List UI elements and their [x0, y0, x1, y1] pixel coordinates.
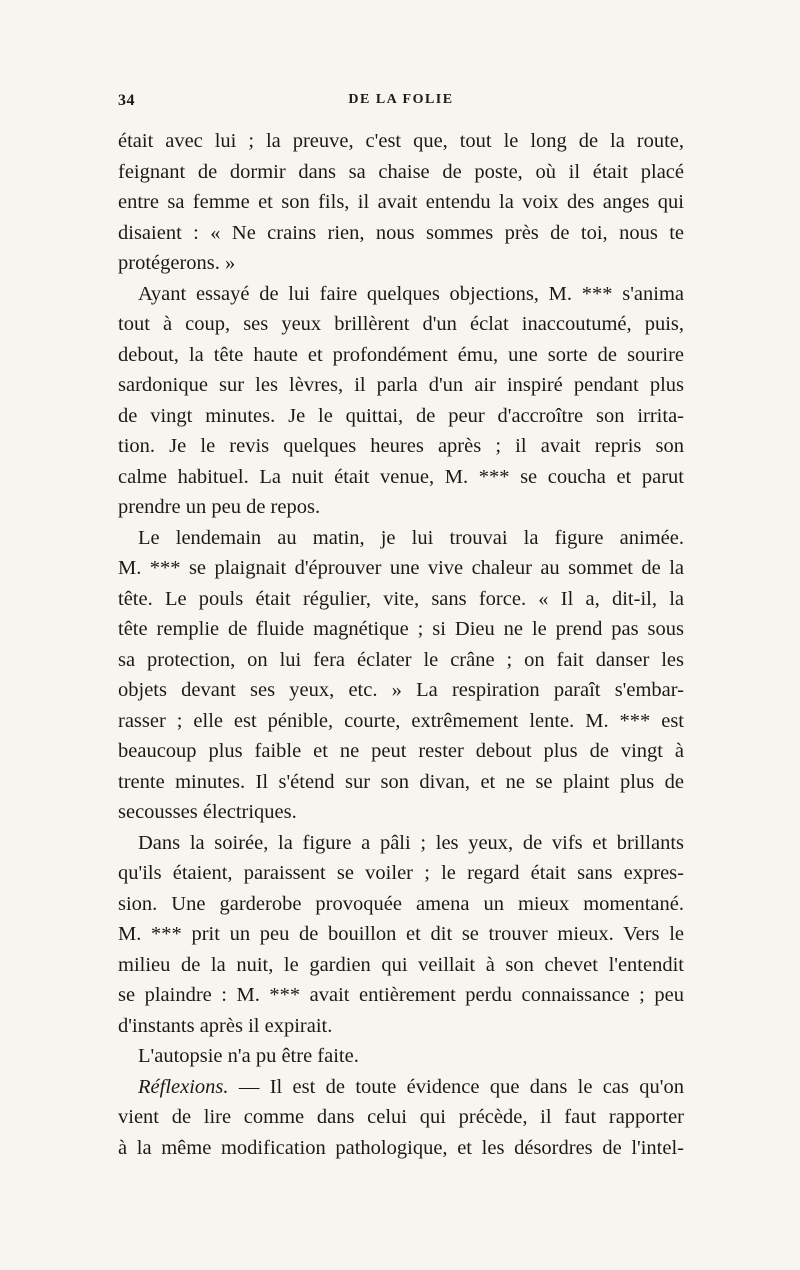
- line-text: Dans la soirée, la figure a pâli ; les yeux, de vifs et brillants: [138, 831, 684, 854]
- text-line: [118, 248, 684, 279]
- line-text: se plaindre : M. *** avait entièrement perdu connaissance ; peu: [118, 984, 684, 1006]
- line-text: debout, la tête haute et profondément ému, une sorte de sourire: [118, 343, 684, 366]
- line-text: tête remplie de fluide magnétique ; si Dieu ne le prend pas sous: [118, 618, 684, 640]
- running-title: DE LA FOLIE: [348, 92, 454, 107]
- line-text: L'autopsie n'a pu être faite.: [138, 1045, 359, 1067]
- text-line: [118, 157, 684, 188]
- text-line: [118, 218, 684, 249]
- text-line: [118, 126, 684, 157]
- text-line: [118, 553, 684, 584]
- text-line: [118, 1072, 684, 1103]
- text-line: [118, 919, 684, 950]
- text-line: [118, 340, 684, 371]
- line-text: trente minutes. Il s'étend sur son divan, et ne se plaint plus de: [118, 770, 684, 793]
- line-text: objets devant ses yeux, etc. » La respiration paraît s'embar-: [118, 679, 684, 701]
- text-line: [118, 889, 684, 920]
- text-line: [118, 950, 684, 981]
- line-text: sion. Une garderobe provoquée amena un mieux momentané.: [118, 892, 684, 915]
- line-text: Le lendemain au matin, je lui trouvai la figure animée.: [138, 526, 684, 549]
- text-line: [118, 1041, 684, 1072]
- line-text: Ayant essayé de lui faire quelques objections, M. *** s'anima: [138, 282, 684, 305]
- text-line: [118, 675, 684, 706]
- text-line: [118, 523, 684, 554]
- line-text: sa protection, on lui fera éclater le crâne ; on fait danser les: [118, 648, 684, 671]
- line-text: était avec lui ; la preuve, c'est que, tout le long de la route,: [118, 130, 684, 152]
- text-line: [118, 279, 684, 310]
- body-text: [118, 126, 684, 1163]
- line-text: tion. Je le revis quelques heures après ; il avait repris son: [118, 435, 684, 457]
- line-text: qu'ils étaient, paraissent se voiler ; le regard était sans expres-: [118, 862, 684, 884]
- text-line: [118, 431, 684, 462]
- text-line: [118, 370, 684, 401]
- line-text: milieu de la nuit, le gardien qui veillait à son chevet l'entendit: [118, 953, 684, 976]
- text-line: [118, 1133, 684, 1164]
- line-text: secousses électriques.: [118, 801, 297, 823]
- text-line: [118, 187, 684, 218]
- text-line: [118, 614, 684, 645]
- line-text: de vingt minutes. Je le quittai, de peur d'accroître son irrita-: [118, 404, 684, 427]
- text-line: [118, 645, 684, 676]
- section-lead: Réflexions.: [138, 1075, 229, 1098]
- text-line: [118, 584, 684, 615]
- line-text: tout à coup, ses yeux brillèrent d'un éclat inaccoutumé, puis,: [118, 313, 684, 335]
- line-text: à la même modification pathologique, et les désordres de l'intel-: [118, 1136, 684, 1159]
- text-line: [118, 1102, 684, 1133]
- line-text: — Il est de toute évidence que dans le cas qu'on: [238, 1075, 684, 1098]
- text-line: [118, 828, 684, 859]
- text-line: [118, 1011, 684, 1042]
- line-text: feignant de dormir dans sa chaise de poste, où il était placé: [118, 160, 684, 183]
- text-line: [118, 401, 684, 432]
- line-text: M. *** prit un peu de bouillon et dit se trouver mieux. Vers le: [118, 923, 684, 945]
- running-header: [118, 92, 684, 116]
- line-text: sardonique sur les lèvres, il parla d'un air inspiré pendant plus: [118, 374, 684, 396]
- line-text: rasser ; elle est pénible, courte, extrêmement lente. M. *** est: [118, 709, 684, 732]
- text-line: [118, 736, 684, 767]
- line-text: entre sa femme et son fils, il avait entendu la voix des anges qui: [118, 191, 684, 213]
- line-text: tête. Le pouls était régulier, vite, sans force. « Il a, dit-il, la: [118, 587, 684, 610]
- line-text: protégerons. »: [118, 252, 236, 274]
- line-text: d'instants après il expirait.: [118, 1014, 333, 1037]
- text-line: [118, 767, 684, 798]
- line-text: calme habituel. La nuit était venue, M. *** se coucha et parut: [118, 465, 684, 488]
- text-line: [118, 980, 684, 1011]
- line-text: disaient : « Ne crains rien, nous sommes près de toi, nous te: [118, 221, 684, 244]
- text-line: [118, 858, 684, 889]
- text-line: [118, 309, 684, 340]
- page-number: 34: [118, 92, 135, 109]
- line-text: prendre un peu de repos.: [118, 496, 321, 518]
- text-line: [118, 797, 684, 828]
- text-line: [118, 492, 684, 523]
- line-text: M. *** se plaignait d'éprouver une vive chaleur au sommet de la: [118, 557, 684, 579]
- line-text: vient de lire comme dans celui qui précède, il faut rapporter: [118, 1106, 684, 1128]
- line-text: beaucoup plus faible et ne peut rester debout plus de vingt à: [118, 740, 684, 762]
- text-line: [118, 462, 684, 493]
- text-line: [118, 706, 684, 737]
